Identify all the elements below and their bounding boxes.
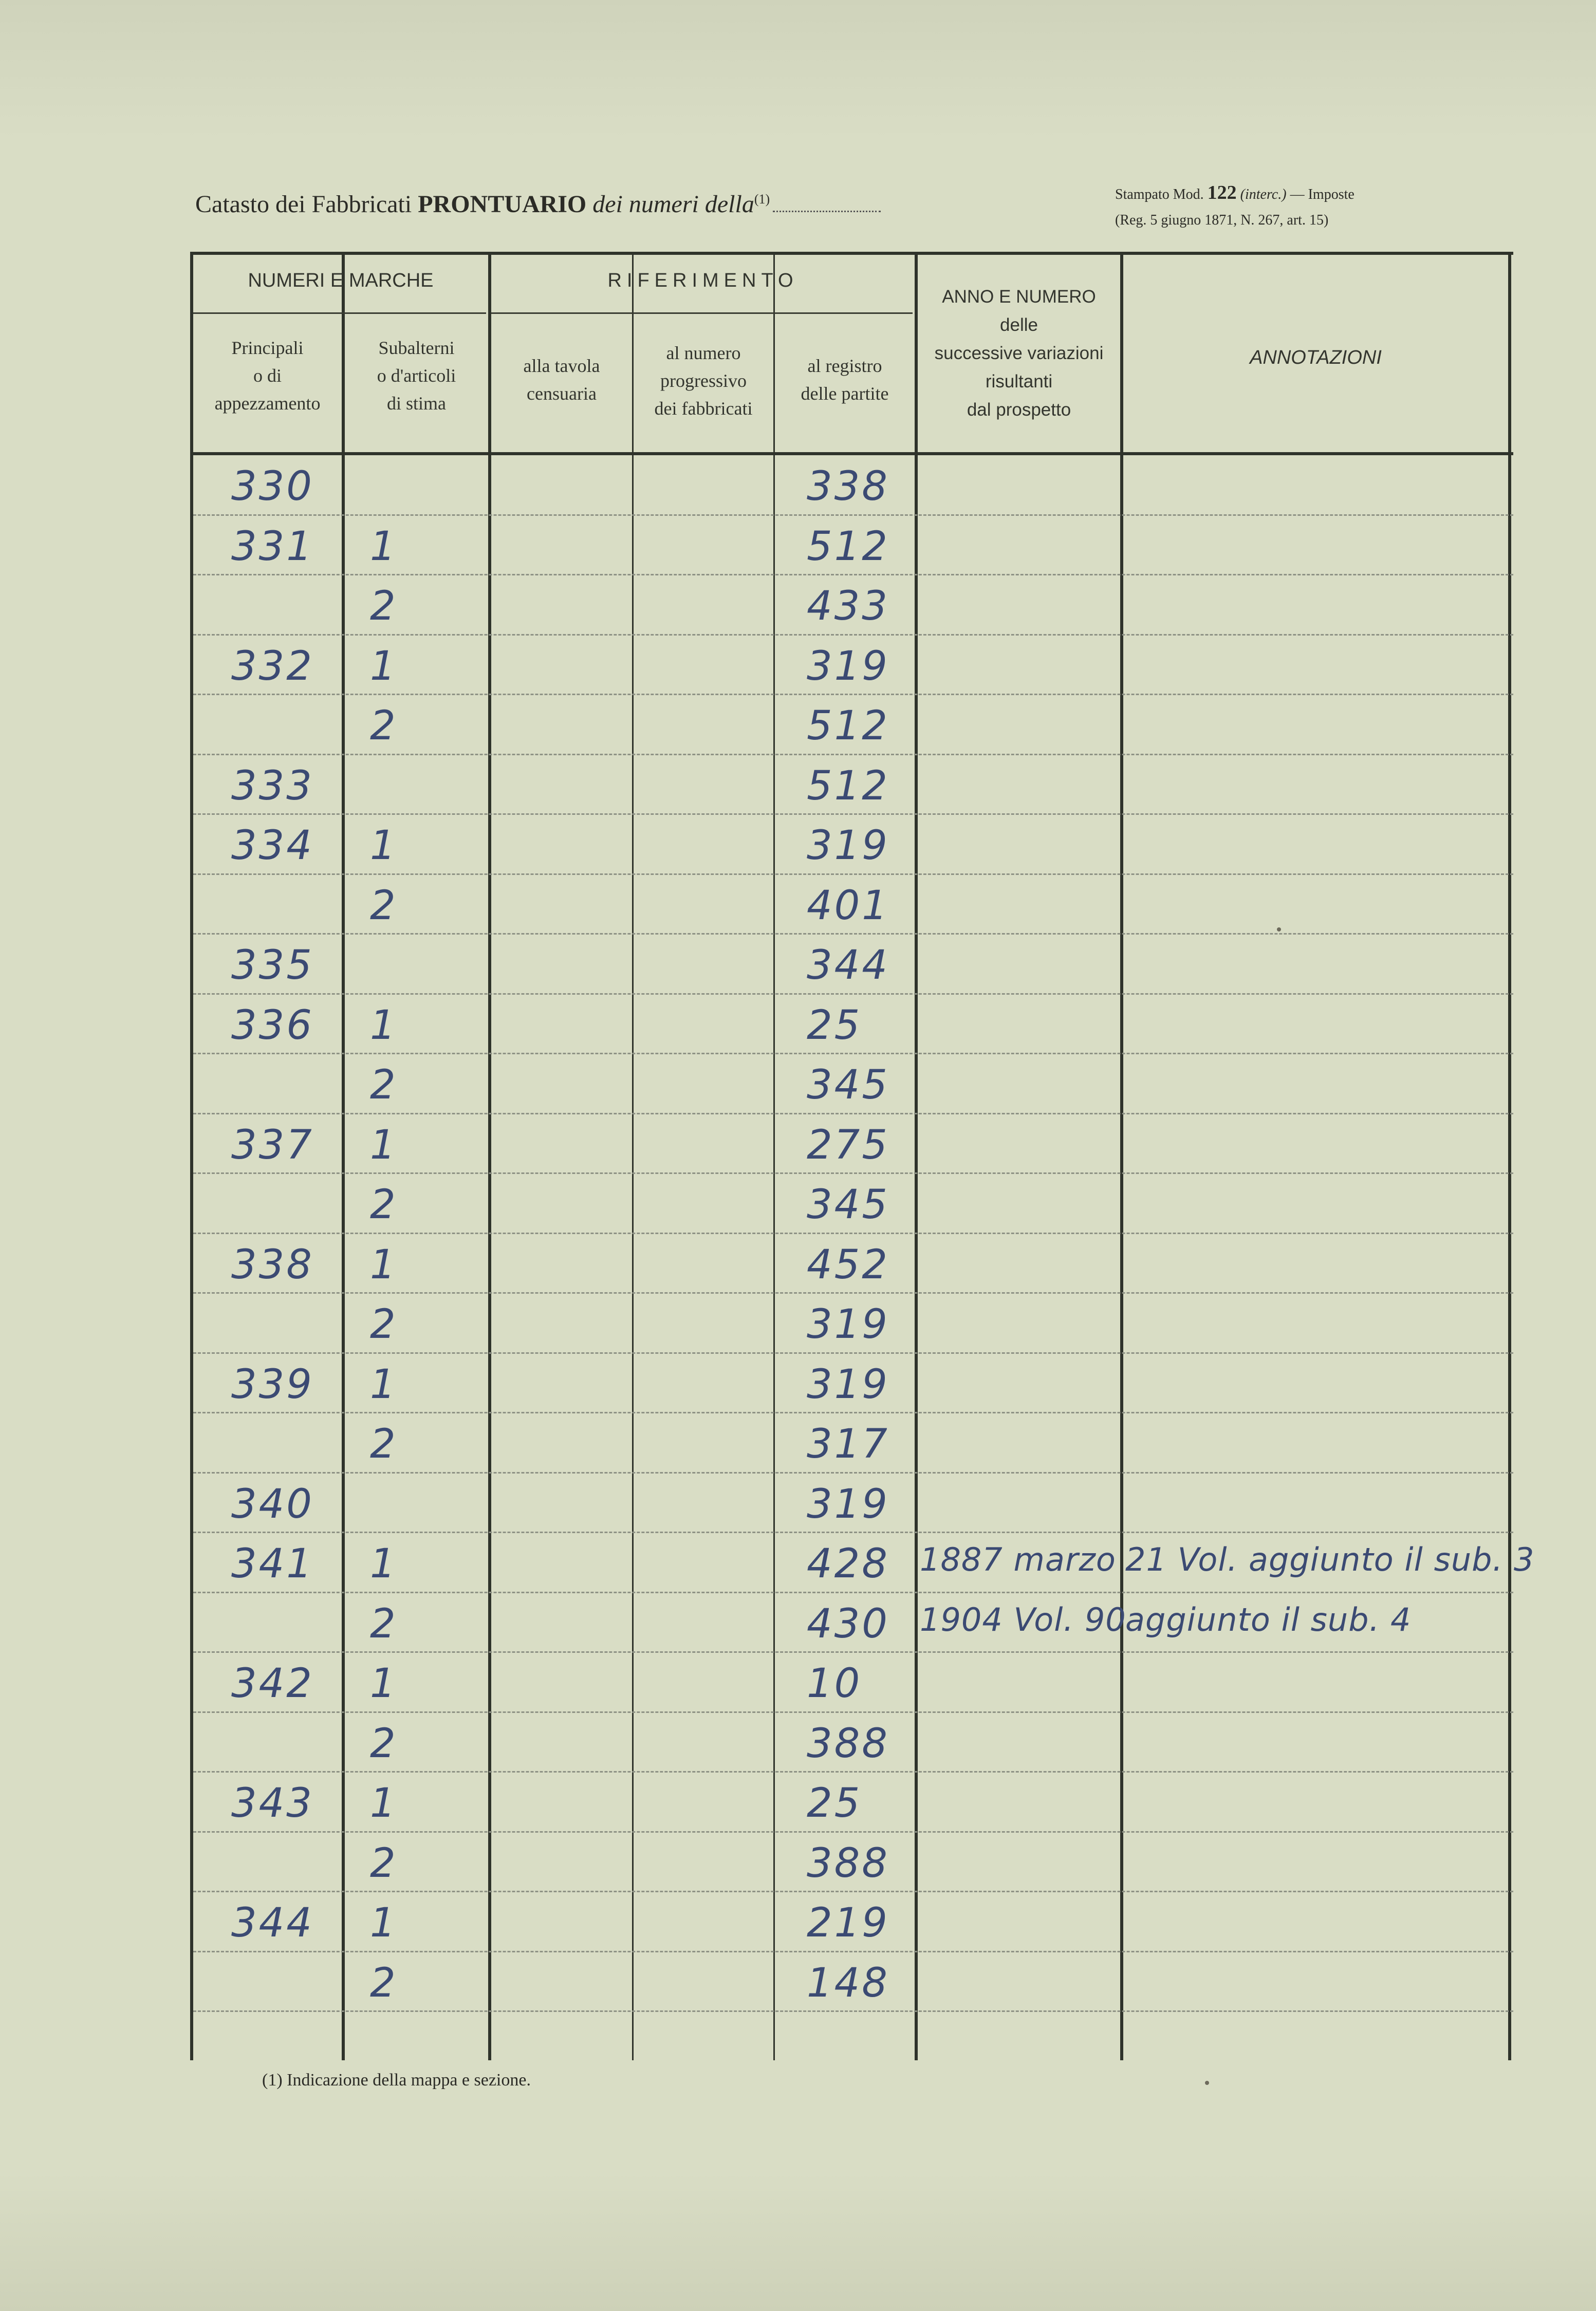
subalterno-number: 1 — [370, 643, 398, 689]
table-border-left — [190, 252, 193, 2060]
row-divider — [193, 1472, 1513, 1474]
row-divider — [193, 1771, 1513, 1773]
title-prefix: Catasto dei Fabbricati — [195, 191, 412, 218]
header-tavola-censuaria: alla tavola censuaria — [523, 356, 600, 404]
principale-number: 340 — [231, 1481, 314, 1527]
row-divider — [193, 1292, 1513, 1294]
annotazione-entry: aggiunto il sub. 4 — [1125, 1600, 1412, 1638]
col-rule-6 — [1120, 252, 1123, 2060]
registro-partita: 388 — [807, 1840, 889, 1887]
registro-partita: 219 — [807, 1900, 889, 1946]
registro-partita: 319 — [807, 1361, 889, 1408]
row-divider — [193, 1412, 1513, 1413]
principale-number: 336 — [231, 1002, 314, 1049]
registro-partita: 25 — [807, 1002, 862, 1049]
subalterno-number: 2 — [370, 1182, 398, 1228]
registro-partita: 345 — [807, 1182, 889, 1228]
subalterno-number: 2 — [370, 1840, 398, 1887]
subalterno-number: 2 — [370, 1720, 398, 1767]
stamp-model-number: 122 — [1207, 182, 1237, 203]
variazione-entry: 1887 marzo — [920, 1541, 1116, 1578]
principale-number: 344 — [231, 1900, 314, 1946]
principale-number: 343 — [231, 1780, 314, 1827]
registro-partita: 148 — [807, 1960, 889, 2006]
annotazione-entry: 21 Vol. aggiunto il sub. 3 — [1125, 1541, 1535, 1578]
registro-partita: 428 — [807, 1541, 889, 1587]
header-annotazioni: ANNOTAZIONI — [1250, 347, 1382, 368]
row-divider — [193, 1233, 1513, 1234]
registro-partita: 512 — [807, 703, 889, 749]
subalterno-number: 2 — [370, 703, 398, 749]
subalterno-number: 2 — [370, 1421, 398, 1467]
stamp-regulation: (Reg. 5 giugno 1871, N. 267, art. 15) — [1115, 212, 1329, 228]
row-divider — [193, 754, 1513, 755]
subalterno-number: 1 — [370, 1241, 398, 1288]
row-divider — [193, 1532, 1513, 1533]
subalterno-number: 2 — [370, 1960, 398, 2006]
subalterno-number: 1 — [370, 1361, 398, 1408]
col-rule-3 — [632, 252, 634, 2060]
subalterno-number: 1 — [370, 823, 398, 869]
principale-number: 338 — [231, 1241, 314, 1288]
header-riferimento: RIFERIMENTO — [607, 270, 799, 291]
principale-number: 334 — [231, 823, 314, 869]
header-bottom-rule — [190, 452, 1513, 455]
registro-partita: 512 — [807, 523, 889, 570]
col-rule-2 — [488, 252, 491, 2060]
header-registro-partite: al registro delle partite — [801, 356, 889, 404]
subalterno-number: 2 — [370, 882, 398, 929]
row-divider — [193, 574, 1513, 575]
header-numero-progressivo: al numero progressivo dei fabbricati — [654, 343, 753, 419]
row-divider — [193, 1651, 1513, 1653]
principale-number: 342 — [231, 1661, 314, 1707]
row-divider — [193, 1172, 1513, 1174]
registro-partita: 338 — [807, 463, 889, 510]
row-divider — [193, 2010, 1513, 2012]
registro-partita: 275 — [807, 1122, 889, 1168]
row-divider — [193, 634, 1513, 636]
row-divider — [193, 813, 1513, 815]
row-divider — [193, 1592, 1513, 1593]
row-divider — [193, 1711, 1513, 1713]
registro-partita: 512 — [807, 762, 889, 809]
subalterno-number: 1 — [370, 1541, 398, 1587]
stamp-interc: (interc.) — [1240, 187, 1287, 202]
form-title — [195, 190, 1028, 218]
subalterno-number: 1 — [370, 1661, 398, 1707]
row-divider — [193, 1053, 1513, 1054]
group1-rule — [193, 312, 486, 314]
registro-partita: 317 — [807, 1421, 889, 1467]
row-divider — [193, 1891, 1513, 1892]
registro-partita: 401 — [807, 882, 889, 929]
registro-partita: 319 — [807, 1481, 889, 1527]
registro-partita: 10 — [807, 1661, 862, 1707]
registro-partita: 433 — [807, 583, 889, 629]
principale-number: 330 — [231, 463, 314, 510]
stamp-imposte: — Imposte — [1290, 187, 1354, 202]
subalterno-number: 2 — [370, 583, 398, 629]
principale-number: 337 — [231, 1122, 314, 1168]
row-divider — [193, 1831, 1513, 1833]
col-rule-4 — [773, 252, 775, 2060]
registro-partita: 319 — [807, 1301, 889, 1348]
subalterno-number: 1 — [370, 1122, 398, 1168]
registro-partita: 345 — [807, 1062, 889, 1108]
title-bold: PRONTUARIO — [418, 191, 587, 218]
registro-partita: 319 — [807, 823, 889, 869]
title-italic: dei numeri della — [592, 191, 754, 218]
subalterno-number: 1 — [370, 1900, 398, 1946]
variazione-entry: 1904 Vol. 90 — [920, 1600, 1126, 1638]
registro-partita: 388 — [807, 1720, 889, 1767]
principale-number: 339 — [231, 1361, 314, 1408]
registro-partita: 430 — [807, 1600, 889, 1647]
header-principali: Principali o di appezzamento — [214, 338, 321, 414]
registro-partita: 344 — [807, 942, 889, 989]
row-divider — [193, 933, 1513, 935]
registro-partita: 319 — [807, 643, 889, 689]
row-divider — [193, 694, 1513, 695]
header-numeri-e-marche: NUMERI E MARCHE — [248, 270, 434, 291]
title-fill-line — [773, 211, 881, 212]
subalterno-number: 1 — [370, 1780, 398, 1827]
principale-number: 331 — [231, 523, 314, 570]
paper-speck — [1205, 2081, 1209, 2085]
table-border-top — [190, 252, 1513, 255]
row-divider — [193, 993, 1513, 995]
row-divider — [193, 873, 1513, 875]
subalterno-number: 2 — [370, 1301, 398, 1348]
principale-number: 332 — [231, 643, 314, 689]
principale-number: 335 — [231, 942, 314, 989]
form-header — [195, 190, 1028, 226]
print-stamp — [1115, 180, 1423, 233]
subalterno-number: 1 — [370, 1002, 398, 1049]
table-border-right — [1508, 252, 1511, 2060]
subalterno-number: 2 — [370, 1600, 398, 1647]
row-divider — [193, 514, 1513, 516]
principale-number: 333 — [231, 762, 314, 809]
row-divider — [193, 1951, 1513, 1952]
col-rule-1 — [342, 252, 345, 2060]
footnote: (1) Indicazione della mappa e sezione. — [262, 2071, 531, 2090]
registro-partita: 25 — [807, 1780, 862, 1827]
stamp-printed: Stampato Mod. — [1115, 187, 1204, 202]
header-anno-e-numero: ANNO E NUMERO delle successive variazioni risultanti dal prospetto — [934, 287, 1104, 420]
col-rule-5 — [915, 252, 918, 2060]
subalterno-number: 2 — [370, 1062, 398, 1108]
group2-rule — [491, 312, 913, 314]
register-table — [190, 252, 1535, 2060]
row-divider — [193, 1113, 1513, 1114]
paper-speck — [1277, 927, 1281, 931]
title-footnote-mark: (1) — [754, 192, 770, 207]
principale-number: 341 — [231, 1541, 314, 1587]
header-subalterni: Subalterni o d'articoli di stima — [377, 338, 456, 414]
row-divider — [193, 1352, 1513, 1354]
registro-partita: 452 — [807, 1241, 889, 1288]
subalterno-number: 1 — [370, 523, 398, 570]
